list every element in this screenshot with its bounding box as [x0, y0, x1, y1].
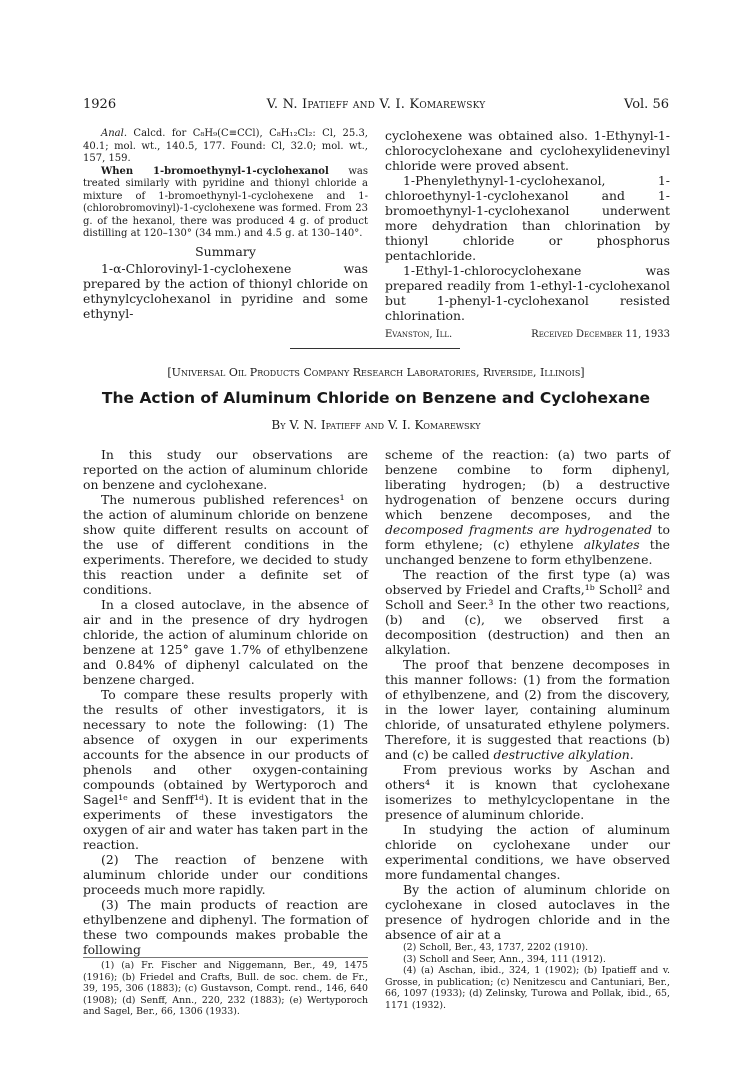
footnote-2: (2) Scholl, Ber., 43, 1737, 2202 (1910). — [403, 942, 589, 953]
running-authors: V. N. Ipatieff and V. I. Komarewsky — [266, 97, 486, 112]
body-paragraph: By the action of aluminum chloride on cyclohexane in closed autoclaves in the presence of hydrogen chloride and in the absence of air at a — [385, 882, 670, 942]
body-paragraph: (2) The reaction of benzene with aluminum chloride under our conditions proceeds much more rapidly. — [83, 852, 368, 897]
footnote-3: (3) Scholl and Seer, Ann., 394, 111 (1912). — [403, 953, 606, 965]
anal-text: Calcd. for C₈H₉(C≡CCl), C₈H₁₂Cl₂: Cl, 25.3, 40.1; mol. wt., 140.5, 177. Found: Cl, 32.0; mol. wt., 157, 159. — [83, 128, 368, 164]
summary-continued: cyclohexene was obtained also. 1-Ethynyl-1-chlorocyclohexane and cyclohexylidenevinyl chloride were proved absent. — [385, 128, 670, 173]
affiliation: [Universal Oil Products Company Research Laboratories, Riverside, Illinois] — [167, 366, 585, 379]
italic-run: destructive alkylation. — [493, 747, 634, 762]
text-run: The proof that benzene decomposes in this manner follows: (1) from the formation of ethylbenzene, and (2) from the discovery, in the lower layer, containing aluminum chloride, of unsaturated ethylene polymers. Therefore, it is suggested that reactions (b) and (c) be called — [385, 657, 670, 762]
body-paragraph: (3) The main products of reaction are ethylbenzene and diphenyl. The formation of these two compounds makes probable the following — [83, 897, 368, 957]
anal-label: Anal. — [101, 128, 128, 139]
article-left-column — [83, 447, 368, 1018]
place: Evanston, Ill. — [385, 329, 453, 340]
body-paragraph: To compare these results properly with the results of other investigators, it is necessary to note the following: (1) The absence of oxygen in our experiments accounts for the absence in our products of phenols and other oxygen-containing compounds (obtained by Wertyporoch and Sagel¹ᵉ and Senff¹ᵈ). It is evident that in the experiments of these investigators the oxygen of air and water has taken part in the reaction. — [83, 687, 368, 852]
body-paragraph — [385, 657, 670, 762]
text-run: the unchanged benzene to form ethylbenzene. — [385, 537, 671, 567]
body-paragraph: In studying the action of aluminum chloride on cyclohexane under our experimental conditions, we have observed more fundamental changes. — [385, 822, 670, 882]
prev-article-left-column — [83, 128, 368, 321]
body-paragraph: The reaction of the first type (a) was observed by Friedel and Crafts,¹ᵇ Scholl² and Scholl and Seer.³ In the other two reactions, (b) and (c), we observed first a decomposition (destruction) and then an alkylation. — [385, 567, 670, 657]
footnote-4: (4) (a) Aschan, ibid., 324, 1 (1902); (b) Ipatieff and v. Grosse, in publication; (c) Nenitzescu and Cantuniari, Ber., 66, 1097 (1933); (d) Zelinsky, Turowa and Pollak, ibid., 65, 1171 (1932). — [385, 965, 670, 1011]
page-number: 1926 — [83, 97, 117, 112]
footnote-1: (1) (a) Fr. Fischer and Niggemann, Ber., 49, 1475 (1916); (b) Friedel and Crafts, Bull. de soc. chem. de Fr., 39, 195, 306 (1883); (c) Gustavson, Compt. rend., 146, 640 (1908); (d) Senff, Ann., 220, 232 (1883); (e) Wertyporoch and Sagel, Ber., 66, 1306 (1933). — [83, 957, 368, 1018]
received-date: Received December 11, 1933 — [531, 329, 670, 340]
summary-paragraph-2: 1-Phenylethynyl-1-cyclohexanol, 1-chloroethynyl-1-cyclohexanol and 1-bromoethynyl-1-cyclohexanol underwent more dehydration than chlorination by thionyl chloride or phosphorus pentachloride. — [385, 173, 670, 263]
italic-run: decomposed fragments are hydrogenated — [385, 522, 653, 537]
text-run: to form ethylene; (c) ethylene — [385, 522, 670, 552]
section-divider — [290, 348, 460, 349]
summary-heading: Summary — [195, 243, 256, 259]
text-run: scheme of the reaction: (a) two parts of benzene combine to form diphenyl, liberating hydrogen; (b) a destructive hydrogenation of benzene occurs during which benzene decomposes, and the — [385, 447, 670, 522]
summary-paragraph: 1-α-Chlorovinyl-1-cyclohexene was prepared by the action of thionyl chloride on ethynylcyclohexanol in pyridine and some ethynyl- — [83, 260, 368, 321]
italic-run: alkylates — [583, 537, 640, 552]
body-paragraph — [385, 447, 670, 567]
body-paragraph: The numerous published references¹ on the action of aluminum chloride on benzene show quite different results on account of the use of different conditions in the experiments. Therefore, we decided to study this reaction under a definite set of conditions. — [83, 492, 368, 597]
byline: By V. N. Ipatieff and V. I. Komarewsky — [271, 418, 481, 432]
bromo-heading: When 1-bromoethynyl-1-cyclohexanol — [101, 165, 329, 177]
body-paragraph: In this study our observations are reported on the action of aluminum chloride on benzene and cyclohexane. — [83, 447, 368, 492]
running-header — [83, 97, 669, 115]
body-paragraph: In a closed autoclave, in the absence of air and in the presence of dry hydrogen chloride, the action of aluminum chloride on benzene at 125° gave 1.7% of ethylbenzene and 0.84% of diphenyl calculated on the benzene charged. — [83, 597, 368, 687]
article-right-column — [385, 447, 670, 1011]
received-line — [385, 327, 670, 342]
bromo-paragraph — [83, 166, 368, 241]
summary-paragraph-3: 1-Ethyl-1-chlorocyclohexane was prepared readily from 1-ethyl-1-cyclohexanol but 1-phenyl-1-cyclohexanol resisted chlorination. — [385, 263, 670, 323]
volume-number: Vol. 56 — [624, 97, 669, 112]
bromo-text: was treated similarly with pyridine and thionyl chloride a mixture of 1-bromoethynyl-1-cyclohexene and 1-(chlorobromovinyl)-1-cyclohexene was formed. From 23 g. of the hexanol, there was produced 4 g. of product distilling at 120–130° (34 mm.) and 4.5 g. at 130–140°. — [83, 165, 368, 239]
body-paragraph: From previous works by Aschan and others⁴ it is known that cyclohexane isomerizes to methylcyclopentane in the presence of aluminum chloride. — [385, 762, 670, 822]
article-title: The Action of Aluminum Chloride on Benzene and Cyclohexane — [101, 389, 651, 407]
analysis-paragraph — [83, 128, 368, 166]
prev-article-right-column — [385, 128, 670, 342]
